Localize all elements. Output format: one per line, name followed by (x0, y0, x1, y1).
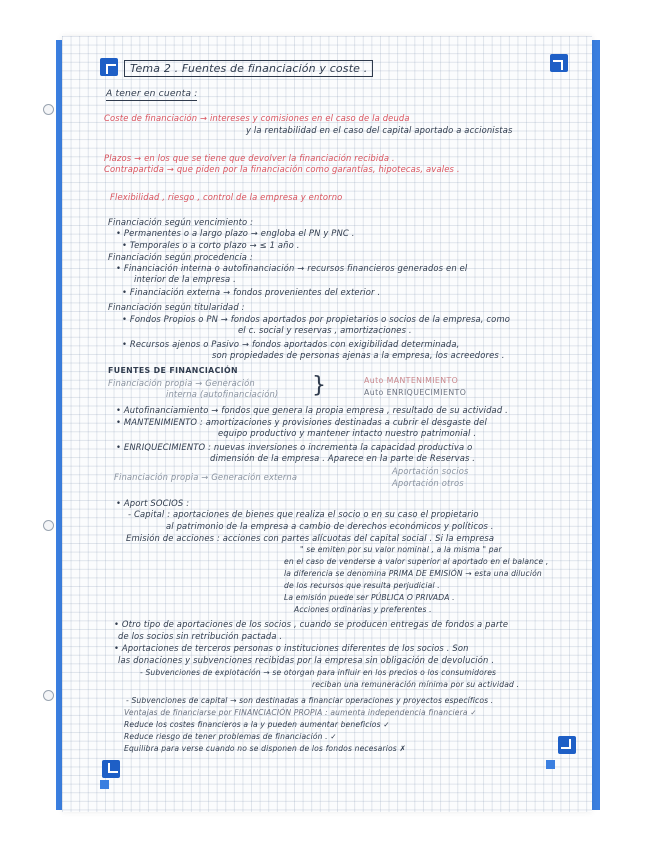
note-line: Reduce riesgo de tener problemas de financiación . ✓ (124, 732, 337, 741)
note-line: • Temporales o a corto plazo → ≤ 1 año . (122, 240, 300, 250)
note-line: La emisión puede ser PÚBLICA O PRIVADA . (284, 593, 455, 602)
page-title: Tema 2 . Fuentes de financiación y coste . (124, 60, 373, 77)
note-line: • Aportaciones de terceros personas o instituciones diferentes de los socios . Son (114, 643, 469, 653)
note-line: - Subvenciones de explotación → se otorgan para influir en los precios o los consumidores (140, 668, 497, 677)
corner-marker-icon (550, 54, 568, 72)
note-line: • Recursos ajenos o Pasivo → fondos aportados con exigibilidad determinada, (122, 339, 460, 349)
note-line: Equilibra para verse cuando no se disponen de los fondos necesarios ✗ (124, 744, 406, 753)
note-line: interior de la empresa . (134, 274, 236, 284)
binder-edge-right (592, 40, 600, 810)
note-line: Flexibilidad , riesgo , control de la empresa y entorno (110, 192, 343, 202)
punch-hole (43, 104, 54, 115)
note-line: Emisión de acciones : acciones con partes alícuotas del capital social . Si la empresa (126, 533, 495, 543)
corner-square-icon (546, 760, 555, 769)
note-line: Financiación propia → Generación (108, 378, 255, 388)
note-line: • Financiación externa → fondos provenientes del exterior . (122, 287, 381, 297)
corner-square-icon (100, 780, 109, 789)
note-line: • Otro tipo de aportaciones de los socios , cuando se producen entregas de fondos a parte (114, 619, 509, 629)
note-line: interna (autofinanciación) (166, 389, 279, 399)
note-line: Aportación socios (392, 466, 469, 476)
note-line: dimensión de la empresa . Aparece en la parte de Reservas . (210, 453, 476, 463)
punch-hole (43, 520, 54, 531)
corner-marker-icon (558, 736, 576, 754)
note-line: " se emiten por su valor nominal , a la misma " par (300, 545, 502, 554)
note-line: y la rentabilidad en el caso del capital aportado a accionistas (246, 125, 513, 135)
note-line: • Permanentes o a largo plazo → engloba el PN y PNC . (116, 228, 355, 238)
note-line: la diferencia se denomina PRIMA DE EMISIÓN → esta una dilución (284, 569, 542, 578)
note-line: - Subvenciones de capital → son destinadas a financiar operaciones y proyectos específicos . (126, 696, 494, 705)
note-line: Financiación según vencimiento : (108, 217, 254, 227)
note-line: Ventajas de financiarse por FINANCIACIÓN PROPIA : aumenta independencia financiera ✓ (124, 708, 477, 717)
note-line: en el caso de venderse a valor superior al aportado en el balance , (284, 557, 549, 566)
note-line: • MANTENIMIENTO : amortizaciones y provisiones destinadas a cubrir el desgaste del (116, 417, 487, 427)
note-line: Financiación propia → Generación externa (114, 472, 298, 482)
note-line: Financiación según titularidad : (108, 302, 245, 312)
note-line: • ENRIQUECIMIENTO : nuevas inversiones o incrementa la capacidad productiva o (116, 442, 473, 452)
corner-marker-icon (102, 760, 120, 778)
note-line: son propiedades de personas ajenas a la empresa, los acreedores . (212, 350, 505, 360)
note-line: • Autofinanciamiento → fondos que genera la propia empresa , resultado de su actividad . (116, 405, 508, 415)
note-line: • Fondos Propios o PN → fondos aportados por propietarios o socios de la empresa, como (122, 314, 511, 324)
section-heading: FUENTES DE FINANCIACIÓN (108, 366, 238, 375)
note-line: • Aport SOCIOS : (116, 498, 190, 508)
note-line: Contrapartida → que piden por la financiación como garantías, hipotecas, avales . (104, 164, 460, 174)
note-line: al patrimonio de la empresa a cambio de derechos económicos y políticos . (166, 521, 494, 531)
note-line: Coste de financiación → intereses y comisiones en el caso de la deuda (104, 113, 410, 123)
note-line: Auto ENRIQUECIMIENTO (364, 388, 467, 397)
note-line: el c. social y reservas , amortizaciones . (238, 325, 412, 335)
note-line: equipo productivo y mantener intacto nuestro patrimonial . (218, 428, 477, 438)
note-line: de los socios sin retribución pactada . (118, 631, 283, 641)
note-line: Plazos → en los que se tiene que devolver la financiación recibida . (104, 153, 395, 163)
note-line: Reduce los costes financieros a la y pueden aumentar beneficios ✓ (124, 720, 390, 729)
note-line: reciban una remuneración mínima por su actividad . (312, 680, 520, 689)
corner-marker-icon (100, 58, 118, 76)
note-line: - Capital : aportaciones de bienes que realiza el socio o en su caso el propietario (128, 509, 479, 519)
note-line: las donaciones y subvenciones recibidas por la empresa sin obligación de devolución . (118, 655, 495, 665)
note-line: • Financiación interna o autofinanciación → recursos financieros generados en el (116, 263, 468, 273)
note-line: de los recursos que resulta perjudicial . (284, 581, 440, 590)
note-line: Acciones ordinarias y preferentes . (294, 605, 432, 614)
brace-icon: } (312, 373, 326, 398)
punch-hole (43, 690, 54, 701)
note-line: Financiación según procedencia : (108, 252, 253, 262)
page-heading: A tener en cuenta : (106, 88, 198, 99)
note-line: Aportación otros (392, 478, 464, 488)
note-line: Auto MANTENIMIENTO (364, 376, 459, 385)
notebook-page (62, 36, 592, 812)
